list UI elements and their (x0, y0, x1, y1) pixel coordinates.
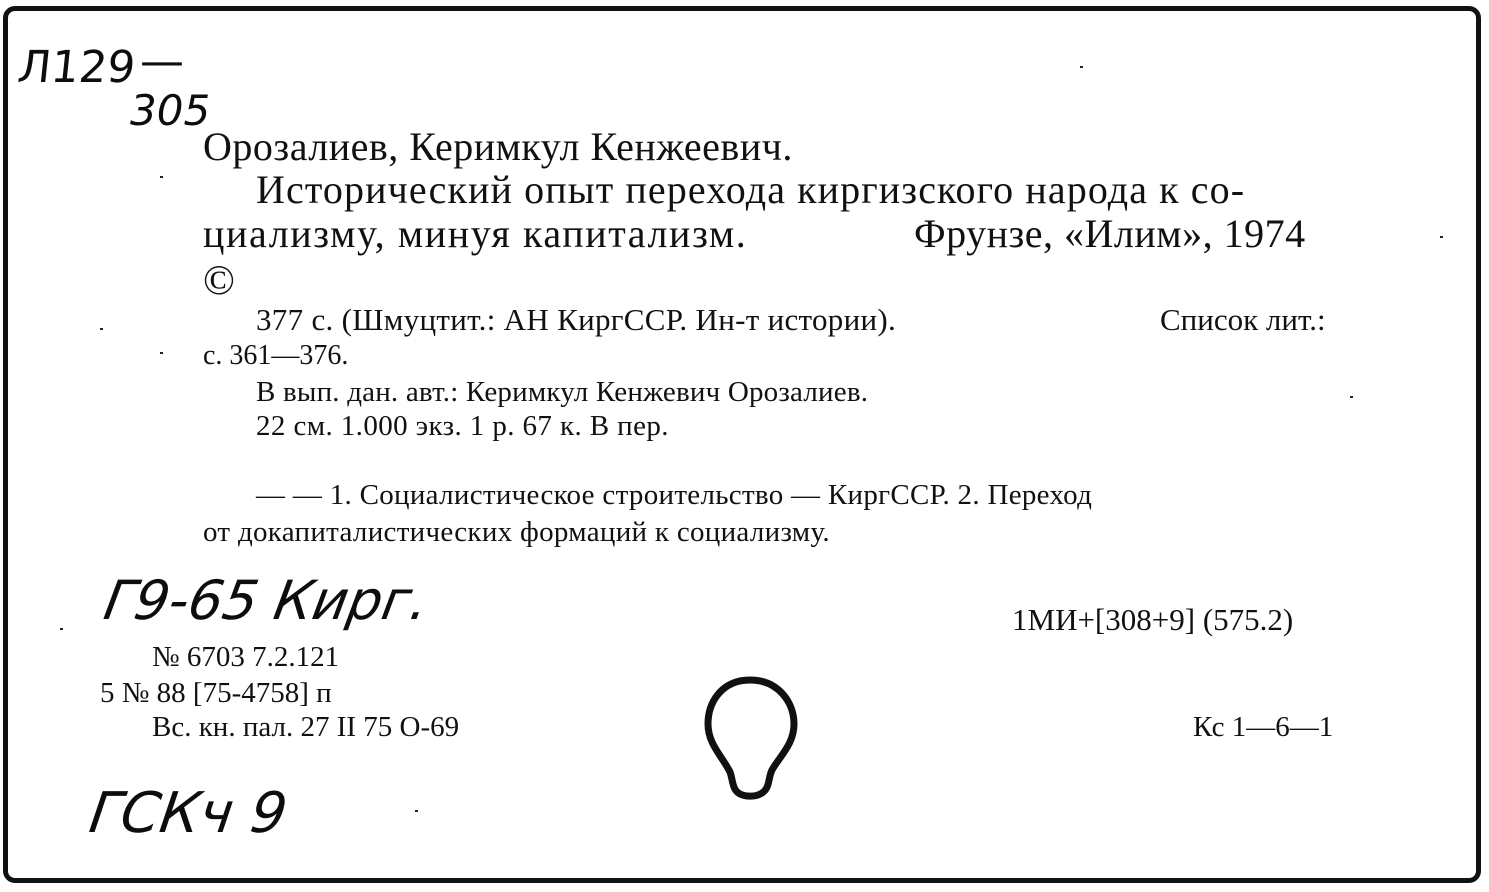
card-punch-hole (700, 672, 800, 802)
speck (160, 176, 163, 178)
copyright-mark: © (203, 258, 235, 304)
bibliography-note: Список лит.: (1160, 302, 1326, 337)
collation-line-2: с. 361—376. (203, 340, 349, 371)
handwritten-inventory: ГСКч 9 (85, 781, 292, 846)
collation-line-1: 377 с. (Шмуцтит.: АН КиргССР. Ин-т истории). (256, 302, 897, 337)
speck (1080, 66, 1083, 68)
speck (160, 352, 163, 354)
handwritten-shelfmark-number: 305 (130, 86, 211, 135)
speck (60, 628, 63, 630)
handwritten-classification: Г9-65 Кирг. (99, 569, 434, 632)
registry-line: Вс. кн. пал. 27 II 75 О-69 (152, 711, 460, 743)
imprint: Фрунзе, «Илим», 1974 (914, 211, 1306, 256)
subject-headings-line-1: — — 1. Социалистическое строительство — КиргССР. 2. Переход (256, 479, 1093, 511)
handwritten-shelfmark: Л129 (15, 42, 138, 93)
print-number: 5 № 88 [75-4758] п (100, 677, 332, 709)
title-line-1: Исторический опыт перехода киргизского народа к со- (256, 167, 1246, 212)
handwritten-shelfmark-dash: — (140, 36, 184, 87)
index-code: 1МИ+[308+9] (575.2) (1012, 602, 1294, 637)
author-heading: Орозалиев, Керимкул Кенжеевич. (203, 124, 793, 169)
order-number: № 6703 7.2.121 (152, 641, 340, 673)
speck (100, 328, 103, 330)
title-line-2: циализму, минуя капитализм. (203, 211, 748, 256)
author-name-note: В вып. дан. авт.: Керимкул Кенжевич Орозалиев. (256, 376, 869, 408)
speck (1440, 236, 1443, 238)
subject-headings-line-2: от докапиталистических формаций к социализму. (203, 516, 830, 548)
speck (415, 810, 418, 812)
card-code: Кс 1—6—1 (1193, 711, 1334, 743)
speck (1350, 396, 1353, 398)
physical-details: 22 см. 1.000 экз. 1 р. 67 к. В пер. (256, 410, 669, 442)
